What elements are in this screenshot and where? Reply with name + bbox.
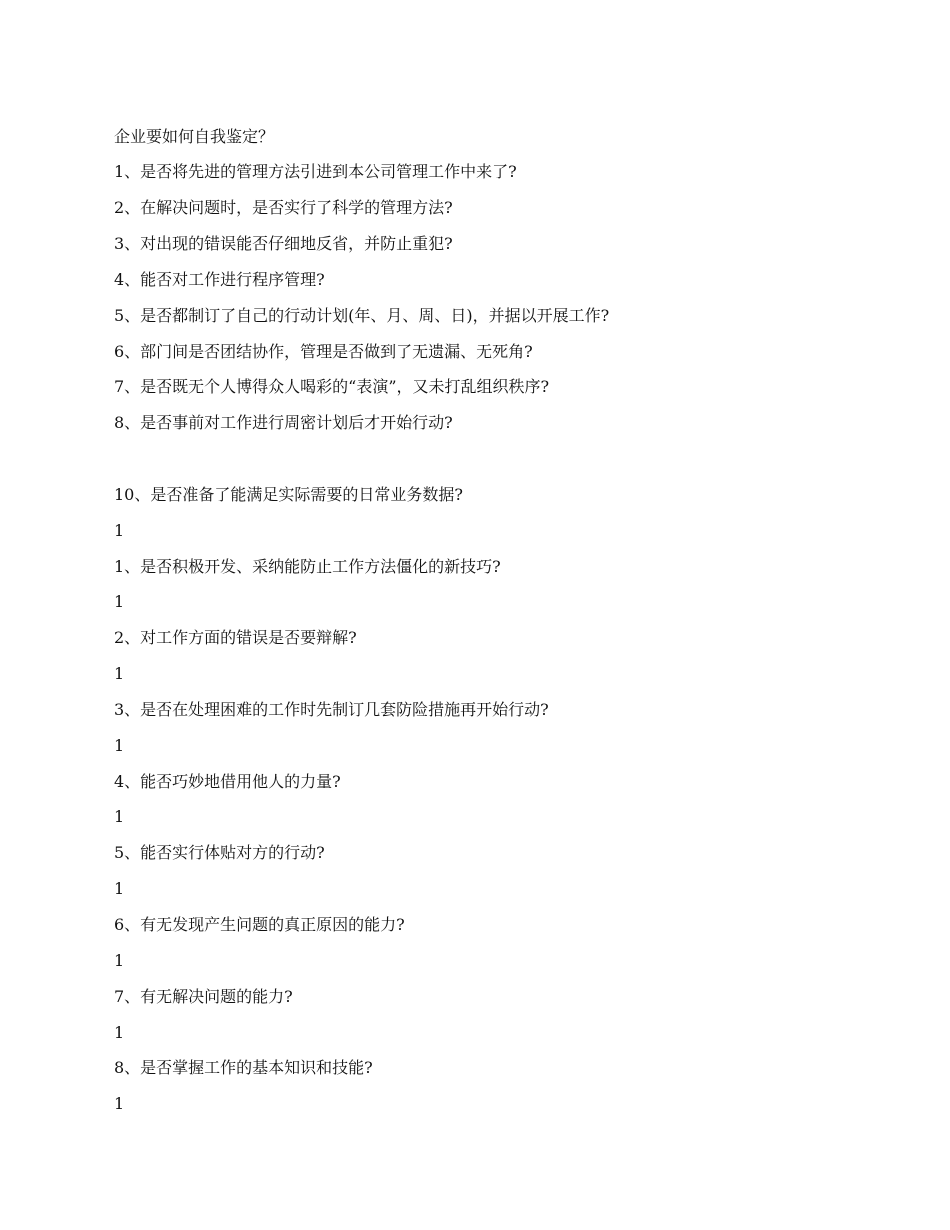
score-line: 1	[114, 951, 125, 970]
question-line: 8、是否事前对工作进行周密计划后才开始行动?	[114, 413, 453, 432]
score-line: 1	[114, 1094, 125, 1113]
question-line: 7、有无解决问题的能力?	[114, 987, 293, 1006]
score-line: 1	[114, 664, 125, 683]
score-line: 1	[114, 879, 125, 898]
score-line: 1	[114, 807, 125, 826]
question-line: 2、对工作方面的错误是否要辩解?	[114, 628, 357, 647]
question-line: 6、部门间是否团结协作，管理是否做到了无遗漏、无死角?	[114, 342, 533, 361]
document-title: 企业要如何自我鉴定？	[114, 127, 275, 146]
question-line: 7、是否既无个人博得众人喝彩的“表演”，又未打乱组织秩序?	[114, 377, 550, 396]
question-line: 5、是否都制订了自己的行动计划(年、月、周、日)，并据以开展工作?	[114, 306, 610, 325]
question-line: 4、能否巧妙地借用他人的力量?	[114, 772, 341, 791]
question-line: 3、对出现的错误能否仔细地反省，并防止重犯?	[114, 234, 453, 253]
question-line: 1、是否将先进的管理方法引进到本公司管理工作中来了?	[114, 162, 517, 181]
score-line: 1	[114, 592, 125, 611]
question-line: 10、是否准备了能满足实际需要的日常业务数据?	[114, 485, 463, 504]
score-line: 1	[114, 1023, 125, 1042]
question-line: 4、能否对工作进行程序管理?	[114, 270, 325, 289]
score-line: 1	[114, 521, 125, 540]
question-line: 5、能否实行体贴对方的行动?	[114, 843, 325, 862]
question-line: 8、是否掌握工作的基本知识和技能?	[114, 1058, 373, 1077]
question-line: 3、是否在处理困难的工作时先制订几套防险措施再开始行动?	[114, 700, 549, 719]
question-line: 6、有无发现产生问题的真正原因的能力?	[114, 915, 405, 934]
question-line: 2、在解决问题时，是否实行了科学的管理方法?	[114, 198, 453, 217]
score-line: 1	[114, 736, 125, 755]
question-line: 1、是否积极开发、采纳能防止工作方法僵化的新技巧?	[114, 557, 501, 576]
